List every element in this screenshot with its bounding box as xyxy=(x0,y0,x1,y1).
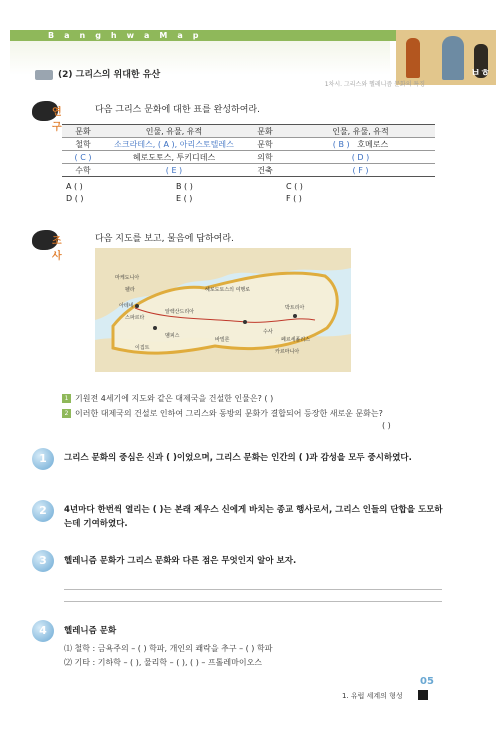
answer-blanks xyxy=(66,181,396,205)
blank-b[interactable]: B ( ) xyxy=(176,182,193,191)
table-cell: 헤로도토스, 투키디데스 xyxy=(104,151,244,164)
blank-d[interactable]: D ( ) xyxy=(66,194,84,203)
footer-block xyxy=(418,690,428,700)
blank-f[interactable]: F ( ) xyxy=(286,194,302,203)
table-header: 문화 xyxy=(244,125,286,138)
survey-question-2: 2 이러한 대제국의 건설로 인하여 그리스와 동방의 문화가 결합되어 등장한 새로운 문화는? xyxy=(62,408,383,419)
map-label: 이집트 xyxy=(135,345,150,351)
table-cell: ( F ) xyxy=(286,164,435,177)
section-icon xyxy=(35,70,53,80)
survey-question-2-answer[interactable]: ( ) xyxy=(382,421,391,430)
map-label: 알렉산드리아 xyxy=(165,309,194,315)
table-row xyxy=(62,151,435,164)
egyptian-illustration xyxy=(396,30,496,85)
survey-question-1: 1 기원전 4세기에 지도와 같은 대제국을 건설한 인물은? ( ) xyxy=(62,393,273,404)
map-label: 헤로도토스의 여행로 xyxy=(205,287,251,293)
brand-text: BanghwaMap xyxy=(48,31,209,40)
item-number-2: 2 xyxy=(32,500,54,522)
item-text-1: 그리스 문화의 중심은 신과 ( )이었으며, 그리스 문화는 인간의 ( )과 감성을 모두 중시하였다. xyxy=(64,453,412,463)
item-number-3: 3 xyxy=(32,550,54,572)
item-number-4: 4 xyxy=(32,620,54,642)
hellenism-other: ⑵ 기타 : 기하학 – ( ), 물리학 – ( ), ( ) – 프톨레마이오스 xyxy=(64,658,263,667)
map-label: 아테네 xyxy=(119,303,134,309)
map-graphic xyxy=(95,248,351,372)
table-header: 문화 xyxy=(62,125,104,138)
map-label: 수사 xyxy=(263,329,273,335)
hellenism-philosophy: ⑴ 철학 : 금욕주의 – ( ) 학파, 개인의 쾌락을 추구 – ( ) 학파 xyxy=(64,644,273,653)
map-label: 스파르타 xyxy=(125,315,145,321)
answer-line[interactable] xyxy=(64,589,442,590)
table-header: 인물, 유물, 유적 xyxy=(286,125,435,138)
item-number-1: 1 xyxy=(32,448,54,470)
table-cell: 의학 xyxy=(244,151,286,164)
map-label: 마케도니아 xyxy=(115,275,140,281)
item-text-3: 헬레니즘 문화가 그리스 문화와 다른 점은 무엇인지 알아 보자. xyxy=(64,556,297,566)
chapter-title: 1. 유럽 세계의 형성 xyxy=(342,692,403,700)
research-badge-icon: 연 구 xyxy=(30,97,62,123)
map-label: 박트리아 xyxy=(285,305,305,311)
map-label: 멤피스 xyxy=(165,333,180,339)
table-cell: ( C ) xyxy=(62,151,104,164)
table-cell: 수학 xyxy=(62,164,104,177)
table-header: 인물, 유물, 유적 xyxy=(104,125,244,138)
table-header-row xyxy=(62,125,435,138)
blank-c[interactable]: C ( ) xyxy=(286,182,303,191)
table-cell: 철학 xyxy=(62,138,104,151)
blank-e[interactable]: E ( ) xyxy=(176,194,193,203)
table-cell: ( B ) 호메로스 xyxy=(286,138,435,151)
table-cell: 소크라테스, ( A ), 아리스토텔레스 xyxy=(104,138,244,151)
map-label: 카르마니아 xyxy=(275,349,300,355)
map-label: 바빌론 xyxy=(215,337,230,343)
item-text-2: 4년마다 한번씩 열리는 ( )는 본래 제우스 신에게 바치는 종교 행사로서, 그리스 인들의 단합을 도모하는데 기여하였다. xyxy=(64,505,443,529)
item-text-4: 헬레니즘 문화 xyxy=(64,626,117,636)
table-row xyxy=(62,138,435,151)
answer-line[interactable] xyxy=(64,601,442,602)
research-instruction: 다음 그리스 문화에 대한 표를 완성하여라. xyxy=(95,105,260,115)
section-subtitle: 1차시. 그리스와 헬레니즘 문화의 특징 xyxy=(324,81,425,88)
survey-badge-icon: 조 사 xyxy=(30,226,62,252)
map-label: 펠라 xyxy=(125,287,135,293)
culture-table xyxy=(62,124,435,177)
map-label: 페르세폴리스 xyxy=(281,337,310,343)
table-cell: ( D ) xyxy=(286,151,435,164)
table-cell: 건축 xyxy=(244,164,286,177)
survey-instruction: 다음 지도를 보고, 물음에 답하여라. xyxy=(95,234,234,244)
illustration-wordmark: ㅂㅎ xyxy=(470,68,490,79)
section-title: (2) 그리스의 위대한 유산 xyxy=(58,70,161,80)
empire-map xyxy=(95,248,351,372)
table-cell: 문학 xyxy=(244,138,286,151)
table-row xyxy=(62,164,435,177)
page-number: 05 xyxy=(420,676,434,687)
blank-a[interactable]: A ( ) xyxy=(66,182,83,191)
table-cell: ( E ) xyxy=(104,164,244,177)
